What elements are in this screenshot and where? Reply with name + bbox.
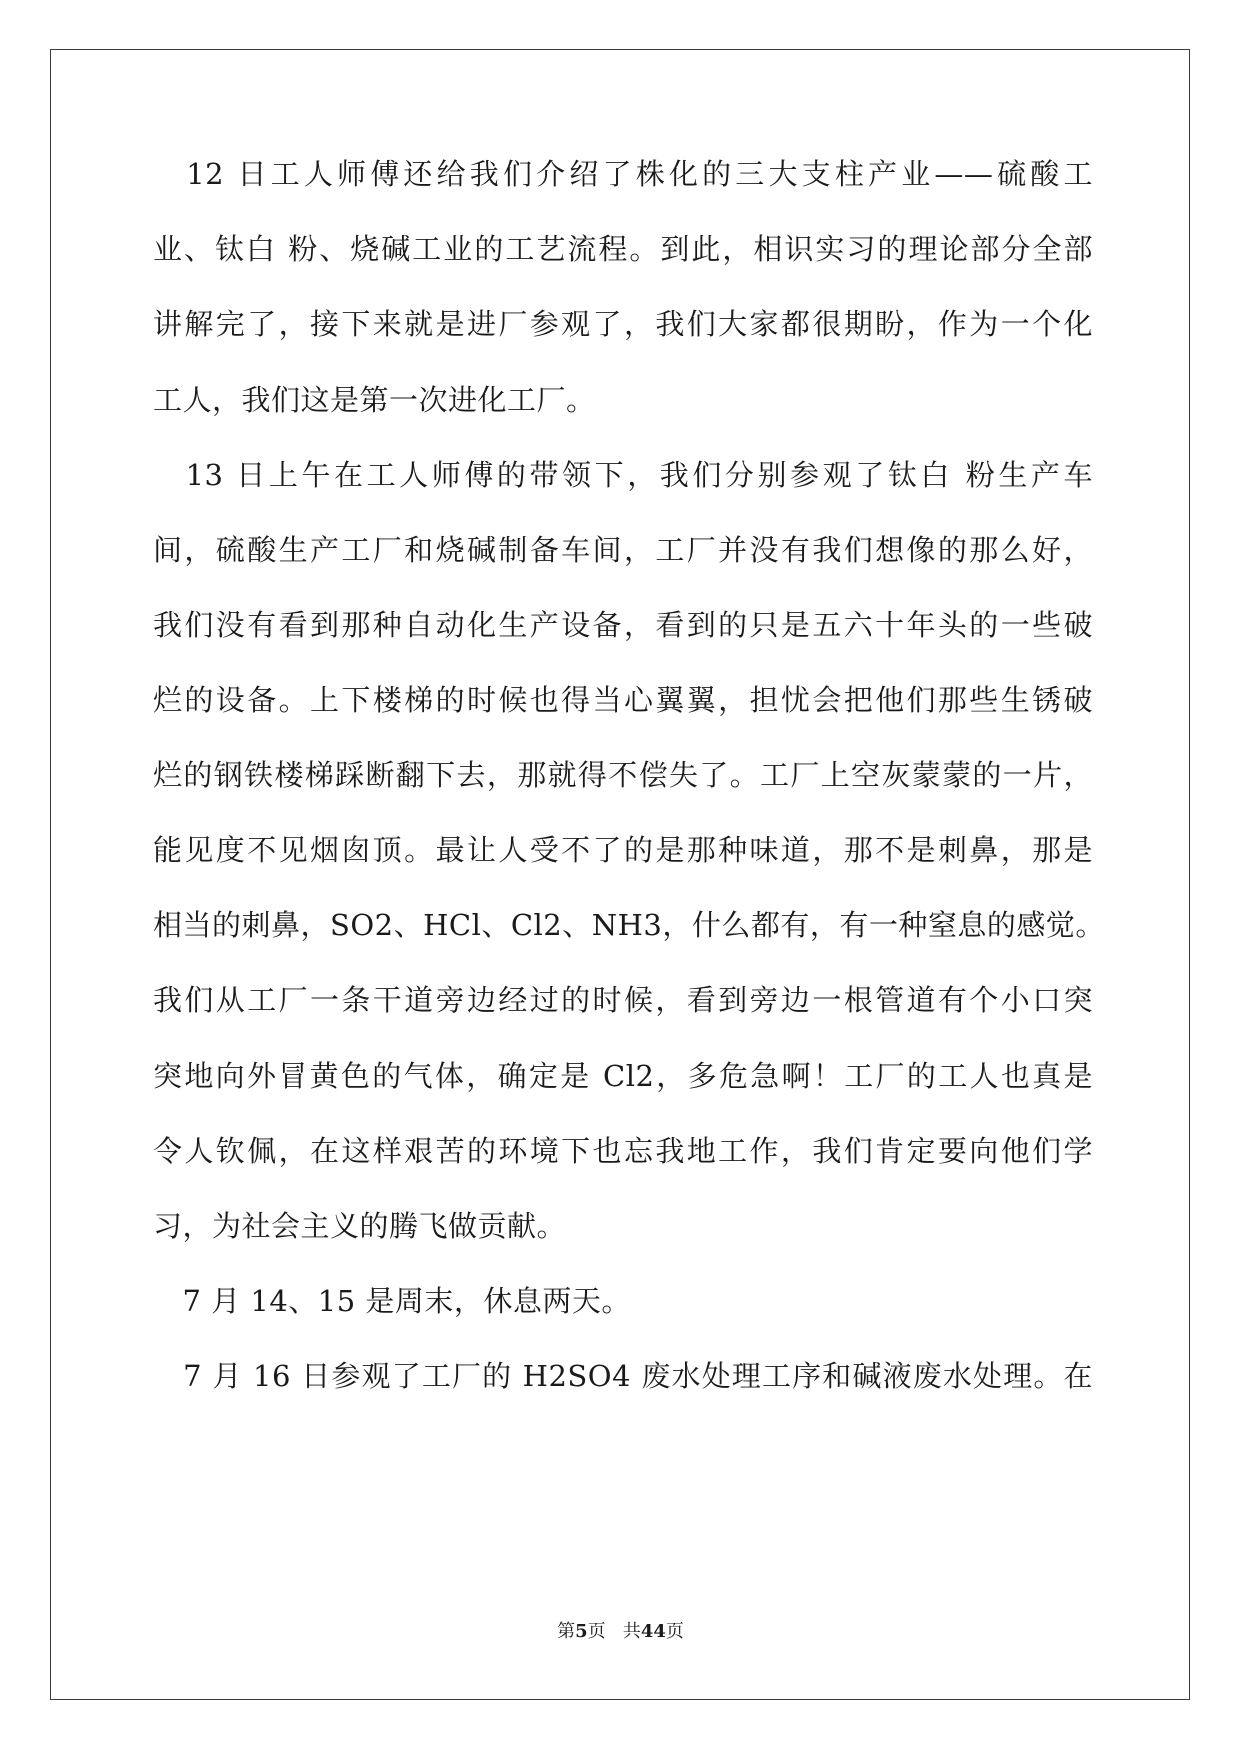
text-line: 工人，我们这是第一次进化工厂。 (153, 383, 596, 417)
text-line: 业、钛白 粉、烧碱工业的工艺流程。到此，相识实习的理论部分全部 (153, 232, 1093, 266)
footer-total-prefix: 共 (622, 1621, 641, 1642)
text-line: 我们没有看到那种自动化生产设备，看到的只是五六十年头的一些破 (153, 608, 1093, 642)
text-line: 7 月 16 日参观了工厂的 H2SO4 废水处理工序和碱液废水处理。在 (153, 1359, 1093, 1393)
page-border (50, 49, 1190, 1700)
text-line: 13 日上午在工人师傅的带领下，我们分别参观了钛白 粉生产车 (153, 458, 1093, 492)
text-line: 能见度不见烟囱顶。最让人受不了的是那种味道，那不是刺鼻，那是 (153, 833, 1093, 867)
page-footer (0, 1620, 1241, 1644)
text-line: 烂的钢铁楼梯踩断翻下去，那就得不偿失了。工厂上空灰蒙蒙的一片， (153, 758, 1093, 792)
footer-page-suffix: 页 (587, 1621, 606, 1642)
text-line: 突地向外冒黄色的气体，确定是 Cl2，多危急啊！工厂的工人也真是 (153, 1059, 1093, 1093)
text-line: 烂的设备。上下楼梯的时候也得当心翼翼，担忧会把他们那些生锈破 (153, 683, 1093, 717)
footer-prefix: 第 (557, 1621, 576, 1642)
footer-total-suffix: 页 (665, 1621, 684, 1642)
text-line: 间，硫酸生产工厂和烧碱制备车间，工厂并没有我们想像的那么好， (153, 533, 1093, 567)
text-line: 7 月 14、15 是周末，休息两天。 (153, 1284, 631, 1318)
text-line: 讲解完了，接下来就是进厂参观了，我们大家都很期盼，作为一个化 (153, 307, 1093, 341)
text-line: 我们从工厂一条干道旁边经过的时候，看到旁边一根管道有个小口突 (153, 983, 1093, 1017)
current-page-number: 5 (575, 1621, 588, 1642)
text-line: 相当的刺鼻，SO2、HCl、Cl2、NH3，什么都有，有一种窒息的感觉。 (153, 908, 1105, 942)
text-line: 12 日工人师傅还给我们介绍了株化的三大支柱产业——硫酸工 (153, 157, 1093, 191)
text-line: 习，为社会主义的腾飞做贡献。 (153, 1209, 567, 1243)
total-page-count: 44 (640, 1621, 666, 1642)
text-line: 令人钦佩，在这样艰苦的环境下也忘我地工作，我们肯定要向他们学 (153, 1134, 1093, 1168)
